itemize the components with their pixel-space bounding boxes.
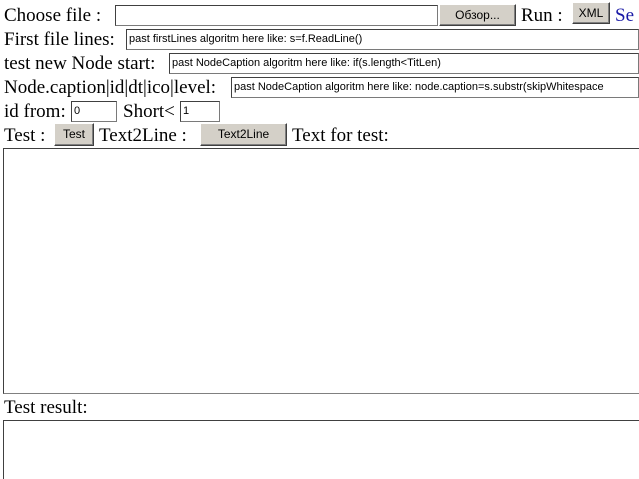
separator: | xyxy=(170,77,174,98)
node-id-label: id xyxy=(109,77,125,98)
text2line-button[interactable]: Text2Line xyxy=(200,123,287,146)
cut-off-link[interactable]: Se xyxy=(615,5,634,26)
browse-button[interactable]: Обзор... xyxy=(439,4,516,26)
run-label: Run : xyxy=(521,5,563,26)
node-start-label: test new Node start: xyxy=(4,53,156,74)
test-label: Test : xyxy=(4,125,46,146)
test-button[interactable]: Test xyxy=(54,123,94,146)
node-caption-label: Node.caption xyxy=(4,77,106,98)
test-result-label: Test result: xyxy=(4,397,88,418)
separator: | xyxy=(124,77,129,98)
short-input[interactable]: 1 xyxy=(180,101,220,122)
choose-file-label: Choose file : xyxy=(4,5,102,26)
id-from-input[interactable]: 0 xyxy=(71,101,117,122)
node-level-label: level: xyxy=(173,77,217,98)
node-caption-input[interactable]: past NodeCaption algoritm here like: node.caption=s.substr(skipWhitespace xyxy=(231,77,639,98)
first-file-lines-label: First file lines: xyxy=(4,29,115,50)
id-from-label: id from: xyxy=(4,101,66,122)
first-lines-input[interactable]: past firstLines algoritm here like: s=f.ReadLine() xyxy=(126,29,639,50)
node-ico-label: ico xyxy=(146,77,171,98)
node-fields-label xyxy=(4,77,216,99)
text-for-test-textarea[interactable] xyxy=(3,148,639,394)
test-result-textarea[interactable] xyxy=(3,420,639,479)
text-for-test-label: Text for test: xyxy=(292,125,389,146)
separator: | xyxy=(105,77,110,98)
node-start-input[interactable]: past NodeCaption algoritm here like: if(s.length<TitLen) xyxy=(169,53,639,74)
short-label: Short< xyxy=(123,101,175,122)
separator: | xyxy=(143,77,147,98)
node-dt-label: dt xyxy=(128,77,144,98)
text2line-label: Text2Line : xyxy=(99,125,187,146)
xml-button[interactable]: XML xyxy=(572,2,610,24)
file-path-input[interactable] xyxy=(115,5,438,26)
